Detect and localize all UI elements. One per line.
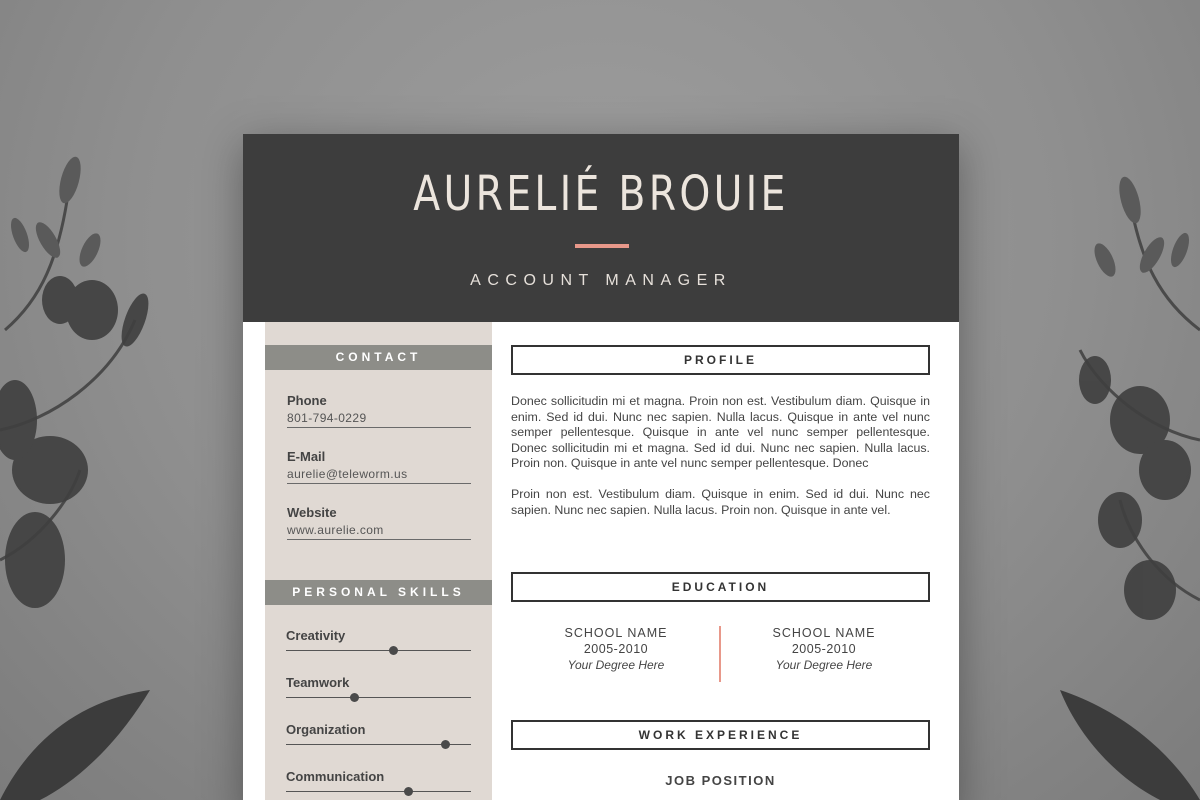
skill-level-dot [441,740,450,749]
resume-main-column [511,322,930,788]
contact-website [287,505,471,540]
contact-heading: CONTACT [265,345,492,370]
degree: Your Degree Here [775,658,873,672]
skill-label: Communication [286,769,385,784]
school-years: 2005-2010 [583,642,649,656]
school-years: 2005-2010 [791,642,857,656]
resume-page [243,134,959,800]
personal-skills-heading: PERSONAL SKILLS [265,580,492,605]
phone-value: 801-794-0229 [287,411,367,425]
skill-label: Organization [286,722,366,737]
botanical-illustration-right [980,0,1200,800]
education-heading: EDUCATION [511,572,930,602]
candidate-job-title: ACCOUNT MANAGER [470,272,732,289]
education-divider [719,626,721,682]
website-value: www.aurelie.com [287,523,384,537]
skill-level-dot [389,646,398,655]
contact-phone [287,393,471,428]
skill-communication [286,769,471,800]
skills-list [265,628,492,800]
education-entries [511,626,930,686]
skill-level-dot [350,693,359,702]
contact-label: Website [287,505,337,520]
job-position: JOB POSITION [665,773,776,788]
email-value: aurelie@teleworm.us [287,467,408,481]
skill-creativity [286,628,471,675]
profile-heading: PROFILE [511,345,930,375]
contact-label: Phone [287,393,327,408]
school-name: SCHOOL NAME [564,626,668,640]
resume-sidebar [265,322,492,800]
education-entry [739,626,909,672]
skill-track [286,697,471,698]
education-entry [531,626,701,672]
profile-paragraph: Proin non est. Vestibulum diam. Quisque in enim. Sed id dui. Nunc nec sapien. Nunc nec sapien. Nulla lacus. Proin non. Quisque in ante vel. [511,486,930,517]
skill-track [286,650,471,651]
profile-paragraph: Donec sollicitudin mi et magna. Proin non est. Vestibulum diam. Quisque in enim. Sed id dui. Nunc nec sapien. Nulla lacus. Quisque in ante vel nunc semper pellentesque. Quisque in ante vel nunc semper pellentesque. Donec sollicitudin mi et magna. Sed id dui. Nunc nec sapien. Nulla lacus. Proin non. Quisque in ante vel nunc semper pellentesque. Donec [511,394,930,471]
skill-organization [286,722,471,769]
skill-label: Teamwork [286,675,350,690]
skill-label: Creativity [286,628,346,643]
work-experience-heading: WORK EXPERIENCE [511,720,930,750]
candidate-name: AURELIÉ BROUIE [413,166,789,222]
skill-teamwork [286,675,471,722]
contact-label: E-Mail [287,449,326,464]
skill-level-dot [404,787,413,796]
botanical-illustration-left [0,0,220,800]
degree: Your Degree Here [567,658,665,672]
resume-header [243,134,959,322]
profile-text [511,394,930,518]
contact-email [287,449,471,484]
name-accent-rule [575,244,629,248]
skill-track [286,791,471,792]
school-name: SCHOOL NAME [772,626,876,640]
